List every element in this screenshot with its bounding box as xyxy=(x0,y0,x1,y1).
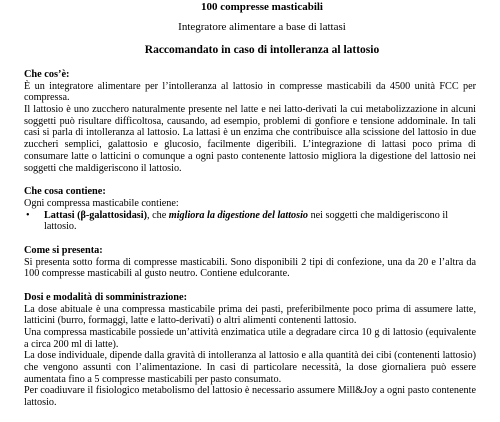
section-contains-title: Che cosa contiene: xyxy=(24,186,106,198)
section-dosage-paragraph-3: La dose individuale, dipende dalla gravità di intolleranza al lattosio e alla quantità dei cibi (contenenti lattosio) che vengono assunti con l’alimentazione. In casi di particolare necessità, la dose giornaliera può essere aumentata fino a 5 compresse masticabili per pasto consumato. xyxy=(24,350,476,385)
section-presentation-title: Come si presenta: xyxy=(24,244,103,256)
recommendation-heading: Raccomandato in caso di intolleranza al lattosio xyxy=(144,44,380,56)
ingredient-name: Lattasi (β-galattosidasi) xyxy=(44,209,147,221)
product-title: 100 compresse masticabili xyxy=(200,1,323,13)
section-dosage-paragraph-4: Per coadiuvare il fisiologico metabolismo del lattosio è necessario assumere Mill&Joy a ogni pasto contenente lattosio. xyxy=(24,385,476,409)
product-subtitle: Integratore alimentare a base di lattasi xyxy=(178,21,346,33)
section-what-title: Che cos’è: xyxy=(24,69,70,80)
section-contains xyxy=(24,186,500,233)
ingredient-list-item xyxy=(24,210,500,233)
section-dosage-paragraph-2: Una compressa masticabile possiede un’attività enzimatica utile a degradare circa 10 g di lattosio (equivalente a circa 200 ml di latte). xyxy=(24,326,476,350)
section-what-paragraph-1: È un integratore alimentare per l’intolleranza al lattosio in compresse masticabili da 4500 unità FCC per compressa. xyxy=(24,80,476,104)
ingredient-description-end: nei soggetti che maldigeriscono il lattosio. xyxy=(44,209,449,233)
ingredient-benefit: migliora la digestione del lattosio xyxy=(168,209,309,221)
section-dosage xyxy=(24,292,500,409)
section-presentation xyxy=(24,245,500,280)
bullet-icon: • xyxy=(26,209,30,221)
section-dosage-title: Dosi e modalità di somministrazione: xyxy=(24,291,188,303)
section-what xyxy=(24,69,500,174)
section-dosage-paragraph-1: La dose abituale è una compressa masticabile prima dei pasti, preferibilmente poco prima di assumere latte, latticini (burro, formaggi, latte e latto-derivati) o altri alimenti contenenti lattosio. xyxy=(24,303,476,327)
section-what-paragraph-2: Il lattosio è uno zucchero naturalmente presente nel latte e nei latto-derivati la cui metabolizzazione in alcuni soggetti può risultare difficoltosa, causando, ad esempio, problemi di gonfiore e tensione addominale. In tali casi si parla di intolleranza al lattosio. La lattasi è un enzima che contribuisce alla scissione del lattosio in due zuccheri semplici, galattosio e glucosio, facilmente digeribili. L’integrazione di lattasi poco prima di consumare latte o latticini o comunque a ogni pasto contenente lattosio migliora la digestione del lattosio nei soggetti che maldigeriscono il lattosio. xyxy=(24,104,476,174)
section-presentation-paragraph: Si presenta sotto forma di compresse masticabili. Sono disponibili 2 tipi di confezione, una da 20 e l’altra da 100 compresse masticabili al gusto neutro. Contiene edulcorante. xyxy=(24,256,476,280)
section-contains-intro: Ogni compressa masticabile contiene: xyxy=(24,197,179,209)
ingredient-connector: , che xyxy=(147,209,169,221)
